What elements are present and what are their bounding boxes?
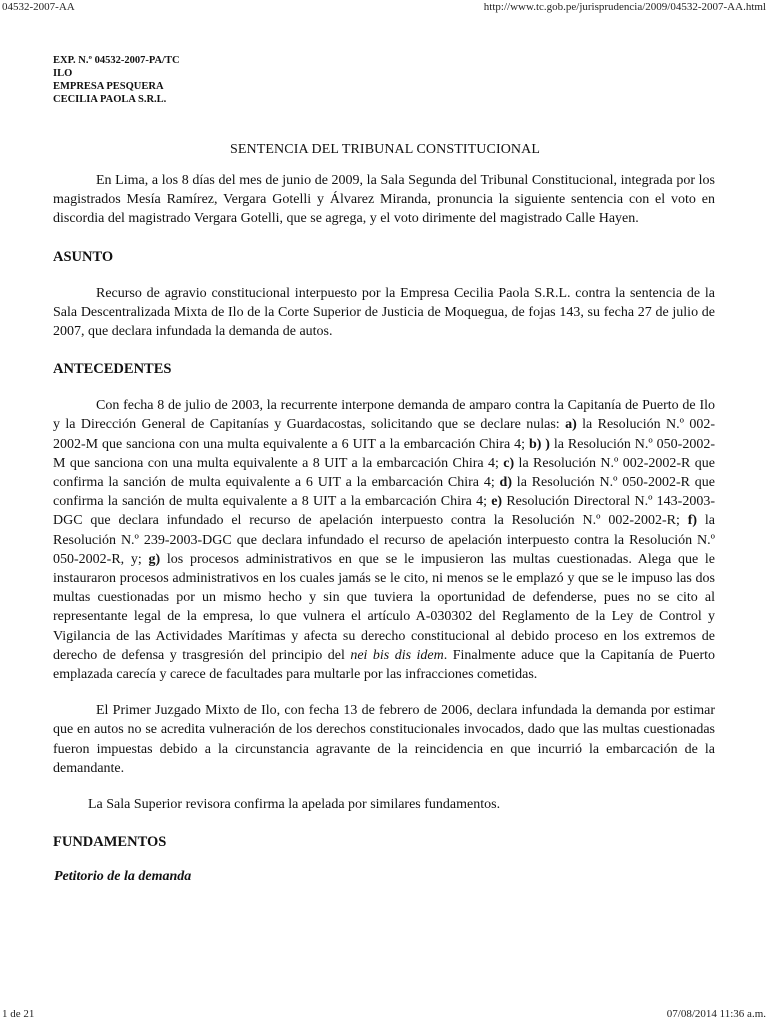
intro-paragraph: En Lima, a los 8 días del mes de junio de 2009, la Sala Segunda del Tribunal Constitucional, integrada por los magistrados Mesía Ramírez, Vergara Gotelli y Álvarez Miranda, pronuncia la siguiente sentencia con el voto en discordia del magistrado Vergara Gotelli, que se agrega, y el voto dirimente del magistrado Calle Hayen. [53, 173, 715, 227]
petitorio-subheading: Petitorio de la demanda [54, 869, 192, 885]
case-file-block [53, 54, 715, 106]
print-timestamp: 07/08/2014 11:36 a.m. [666, 1008, 766, 1020]
page-counter: 1 de 21 [2, 1008, 35, 1020]
print-header-url: http://www.tc.gob.pe/jurisprudencia/2009/04532-2007-AA.html [483, 1, 766, 13]
asunto-paragraph: Recurso de agravio constitucional interpuesto por la Empresa Cecilia Paola S.R.L. contra la sentencia de la Sala Descentralizada Mixta de Ilo de la Corte Superior de Justicia de Moquegua, de fojas 143, su fecha 27 de julio de 2007, que declara infundada la demanda de autos. [53, 285, 715, 340]
antecedentes-paragraph-2: El Primer Juzgado Mixto de Ilo, con fecha 13 de febrero de 2006, declara infundada la demanda por estimar que en autos no se acredita vulneración de los derechos constitucionales invocados, dado que las multas cuestionadas fueron impuestas debido a la circunstancia agravante de la reincidencia en que incurrió la embarcación de la demandante. [53, 703, 715, 776]
case-location: ILO [53, 68, 73, 79]
case-number: EXP. N.º 04532-2007-PA/TC [53, 55, 180, 66]
document-title: SENTENCIA DEL TRIBUNAL CONSTITUCIONAL [230, 142, 540, 157]
latin-phrase: nei bis dis idem [350, 647, 444, 663]
case-party-line1: EMPRESA PESQUERA [53, 81, 164, 92]
case-party-line2: CECILIA PAOLA S.R.L. [53, 94, 167, 105]
document-page [53, 54, 715, 885]
print-header [0, 1, 768, 13]
antecedentes-heading: ANTECEDENTES [53, 361, 172, 378]
antecedentes-paragraph-1: Con fecha 8 de julio de 2003, la recurrente interpone demanda de amparo contra la Capitanía de Puerto de Ilo y la Dirección General de Capitanías y Guardacostas, solicitando que se declare nulas: a) la Resolución N.º 002-2002-M que sanciona con una multa equivalente a 6 UIT a la embarcación Chira 4; b) ) la Resolución N.º 050-2002-M que sanciona con una multa equivalente a 8 UIT a la embarcación Chira 4; c) la Resolución N.º 002-2002-R que confirma la sanción de multa equivalente a 6 UIT a la embarcación Chira 4; d) la Resolución N.º 050-2002-R que confirma la sanción de multa equivalente a 8 UIT a la embarcación Chira 4; e) Resolución Directoral N.º 143-2003-DGC que declara infundado el recurso de apelación interpuesto contra la Resolución N.º 002-2002-R; f) la Resolución N.º 239-2003-DGC que declara infundado el recurso de apelación interpuesto contra la Resolución N.º 050-2002-R, y; g) los procesos administrativos en que se le impusieron las multas cuestionadas. Alega que le instauraron procesos administrativos en los cuales jamás se le cito, ni menos se le emplazó y que se le impuso las dos multas cuestionadas por un mismo hecho y sin que tuviera la oportunidad de defenderse, pues no se cito al representante legal de la empresa, lo que vulnera el artículo A-030302 del Reglamento de la Ley de Control y Vigilancia de las Actividades Marítimas y afecta su derecho constitucional al debido proceso en los extremos de derecho de defensa y trasgresión del principio del nei bis dis idem. Finalmente aduce que la Capitanía de Puerto emplazada carecía y carece de facultades para multarle por las infracciones cometidas. [53, 398, 716, 683]
asunto-heading: ASUNTO [53, 248, 114, 265]
print-header-doc-id: 04532-2007-AA [2, 1, 75, 13]
antecedentes-paragraph-3: La Sala Superior revisora confirma la apelada por similares fundamentos. [88, 797, 501, 813]
fundamentos-heading: FUNDAMENTOS [53, 834, 167, 851]
print-footer [0, 1008, 768, 1020]
